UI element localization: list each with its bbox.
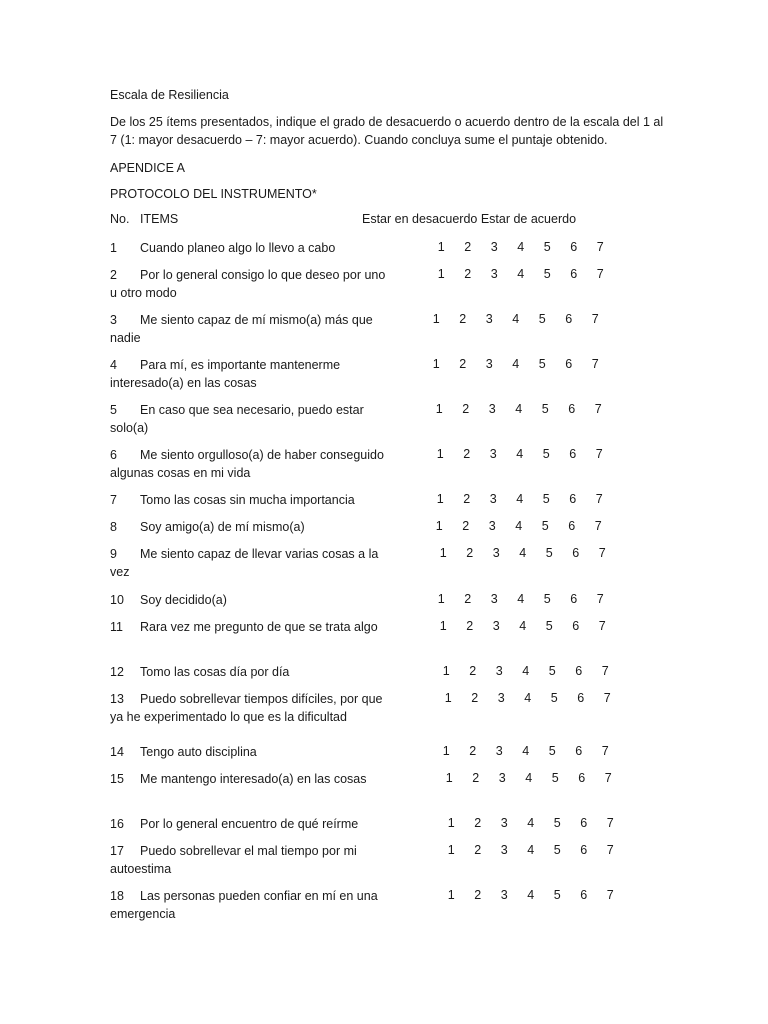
scale-option-4[interactable]: 4 bbox=[524, 691, 532, 705]
scale-option-2[interactable]: 2 bbox=[463, 447, 471, 461]
item-row bbox=[110, 691, 768, 731]
scale-option-1[interactable]: 1 bbox=[439, 619, 447, 633]
item-label: Me siento capaz de mí mismo(a) más que nadie bbox=[110, 313, 373, 345]
scale-option-5[interactable]: 5 bbox=[545, 619, 553, 633]
scale-option-6[interactable]: 6 bbox=[570, 240, 578, 254]
item-row bbox=[110, 402, 768, 442]
item-row bbox=[110, 357, 768, 397]
scale-option-2[interactable]: 2 bbox=[459, 357, 467, 371]
scale-option-7[interactable]: 7 bbox=[598, 546, 606, 560]
scale-option-7[interactable]: 7 bbox=[606, 816, 614, 830]
item-label: Por lo general consigo lo que deseo por uno u otro modo bbox=[110, 268, 386, 300]
scale-option-4[interactable]: 4 bbox=[519, 546, 527, 560]
scale-option-6[interactable]: 6 bbox=[565, 357, 573, 371]
scale-option-1[interactable]: 1 bbox=[442, 744, 450, 758]
scale-option-2[interactable]: 2 bbox=[462, 519, 470, 533]
scale-option-3[interactable]: 3 bbox=[490, 240, 498, 254]
item-label: Tomo las cosas sin mucha importancia bbox=[140, 493, 355, 507]
scale-option-3[interactable]: 3 bbox=[489, 492, 497, 506]
scale-option-6[interactable]: 6 bbox=[572, 619, 580, 633]
scale-option-3[interactable]: 3 bbox=[490, 592, 498, 606]
scale-option-6[interactable]: 6 bbox=[572, 546, 580, 560]
scale-option-1[interactable]: 1 bbox=[442, 664, 450, 678]
scale-option-4[interactable]: 4 bbox=[527, 816, 535, 830]
agreement-scale bbox=[427, 447, 613, 461]
scale-option-6[interactable]: 6 bbox=[569, 492, 577, 506]
scale-option-2[interactable]: 2 bbox=[469, 664, 477, 678]
scale-option-6[interactable]: 6 bbox=[570, 267, 578, 281]
scale-option-4[interactable]: 4 bbox=[512, 357, 520, 371]
scale-option-6[interactable]: 6 bbox=[578, 771, 586, 785]
item-number: 6 bbox=[110, 448, 117, 462]
scale-option-5[interactable]: 5 bbox=[553, 816, 561, 830]
agreement-scale bbox=[438, 843, 624, 857]
agreement-scale bbox=[435, 691, 621, 705]
scale-option-1[interactable]: 1 bbox=[432, 312, 440, 326]
scale-option-6[interactable]: 6 bbox=[569, 447, 577, 461]
scale-option-3[interactable]: 3 bbox=[490, 267, 498, 281]
item-text bbox=[110, 519, 390, 537]
scale-option-7[interactable]: 7 bbox=[594, 402, 602, 416]
scale-option-6[interactable]: 6 bbox=[568, 519, 576, 533]
scale-option-3[interactable]: 3 bbox=[495, 664, 503, 678]
item-text bbox=[110, 619, 390, 637]
agreement-scale bbox=[433, 664, 619, 678]
item-number: 16 bbox=[110, 817, 124, 831]
column-header-items: ITEMS bbox=[140, 212, 179, 226]
item-number: 15 bbox=[110, 772, 124, 786]
scale-option-7[interactable]: 7 bbox=[606, 843, 614, 857]
scale-option-4[interactable]: 4 bbox=[516, 447, 524, 461]
item-text bbox=[110, 888, 390, 923]
scale-option-3[interactable]: 3 bbox=[495, 744, 503, 758]
column-header-no: No. bbox=[110, 212, 130, 226]
item-text bbox=[110, 447, 390, 482]
scale-option-4[interactable]: 4 bbox=[517, 267, 525, 281]
scale-option-2[interactable]: 2 bbox=[474, 888, 482, 902]
item-number: 11 bbox=[110, 620, 123, 634]
scale-option-3[interactable]: 3 bbox=[485, 312, 493, 326]
scale-option-3[interactable]: 3 bbox=[500, 843, 508, 857]
document-title: Escala de Resiliencia bbox=[110, 88, 229, 102]
scale-option-5[interactable]: 5 bbox=[548, 744, 556, 758]
item-row bbox=[110, 843, 768, 883]
item-row bbox=[110, 619, 768, 659]
scale-option-4[interactable]: 4 bbox=[517, 240, 525, 254]
agreement-scale bbox=[426, 519, 612, 533]
item-number: 9 bbox=[110, 547, 117, 561]
scale-option-2[interactable]: 2 bbox=[471, 691, 479, 705]
scale-option-4[interactable]: 4 bbox=[527, 843, 535, 857]
scale-option-7[interactable]: 7 bbox=[603, 691, 611, 705]
item-label: En caso que sea necesario, puedo estar solo(a) bbox=[110, 403, 364, 435]
agreement-scale bbox=[433, 744, 619, 758]
scale-option-4[interactable]: 4 bbox=[522, 664, 530, 678]
appendix-heading: APENDICE A bbox=[110, 161, 186, 175]
item-number: 7 bbox=[110, 493, 117, 507]
scale-option-3[interactable]: 3 bbox=[500, 888, 508, 902]
scale-option-4[interactable]: 4 bbox=[517, 592, 525, 606]
agreement-scale bbox=[438, 888, 624, 902]
scale-option-5[interactable]: 5 bbox=[543, 240, 551, 254]
item-label: Por lo general encuentro de qué reírme bbox=[140, 817, 359, 831]
item-row bbox=[110, 312, 768, 352]
scale-option-7[interactable]: 7 bbox=[591, 312, 599, 326]
scale-option-6[interactable]: 6 bbox=[568, 402, 576, 416]
scale-option-5[interactable]: 5 bbox=[550, 691, 558, 705]
item-number: 13 bbox=[110, 692, 124, 706]
item-number: 17 bbox=[110, 844, 124, 858]
item-number: 18 bbox=[110, 889, 124, 903]
scale-option-1[interactable]: 1 bbox=[436, 492, 444, 506]
scale-option-3[interactable]: 3 bbox=[497, 691, 505, 705]
item-label: Puedo sobrellevar tiempos difíciles, por que ya he experimentado lo que es la dificultad bbox=[110, 692, 383, 724]
scale-option-2[interactable]: 2 bbox=[474, 843, 482, 857]
agreement-scale bbox=[438, 816, 624, 830]
item-label: Para mí, es importante mantenerme interesado(a) en las cosas bbox=[110, 358, 341, 390]
item-label: Cuando planeo algo lo llevo a cabo bbox=[140, 241, 336, 255]
item-number: 4 bbox=[110, 358, 117, 372]
scale-option-1[interactable]: 1 bbox=[437, 240, 445, 254]
scale-option-6[interactable]: 6 bbox=[580, 888, 588, 902]
scale-option-5[interactable]: 5 bbox=[545, 546, 553, 560]
scale-option-4[interactable]: 4 bbox=[527, 888, 535, 902]
scale-option-5[interactable]: 5 bbox=[538, 357, 546, 371]
item-text bbox=[110, 744, 390, 762]
item-number: 2 bbox=[110, 268, 117, 282]
scale-option-4[interactable]: 4 bbox=[515, 519, 523, 533]
item-text bbox=[110, 402, 390, 437]
item-text bbox=[110, 312, 390, 347]
scale-option-2[interactable]: 2 bbox=[474, 816, 482, 830]
scale-option-7[interactable]: 7 bbox=[604, 771, 612, 785]
scale-option-5[interactable]: 5 bbox=[543, 267, 551, 281]
item-label: Soy amigo(a) de mí mismo(a) bbox=[140, 520, 305, 534]
scale-option-6[interactable]: 6 bbox=[575, 744, 583, 758]
item-text bbox=[110, 357, 390, 392]
item-label: Me siento capaz de llevar varias cosas a la vez bbox=[110, 547, 379, 579]
scale-option-1[interactable]: 1 bbox=[436, 447, 444, 461]
agreement-scale bbox=[428, 592, 614, 606]
scale-option-6[interactable]: 6 bbox=[580, 816, 588, 830]
scale-option-7[interactable]: 7 bbox=[596, 267, 604, 281]
scale-option-2[interactable]: 2 bbox=[462, 402, 470, 416]
scale-option-5[interactable]: 5 bbox=[543, 592, 551, 606]
scale-option-6[interactable]: 6 bbox=[577, 691, 585, 705]
scale-option-2[interactable]: 2 bbox=[466, 619, 474, 633]
scale-option-5[interactable]: 5 bbox=[541, 402, 549, 416]
item-label: Puedo sobrellevar el mal tiempo por mi autoestima bbox=[110, 844, 357, 876]
scale-option-5[interactable]: 5 bbox=[542, 447, 550, 461]
scale-option-4[interactable]: 4 bbox=[512, 312, 520, 326]
scale-option-2[interactable]: 2 bbox=[472, 771, 480, 785]
instructions-paragraph: De los 25 ítems presentados, indique el grado de desacuerdo o acuerdo dentro de la escala del 1 al 7 (1: mayor desacuerdo – 7: mayor acuerdo). Cuando concluya sume el puntaje obtenido. bbox=[110, 115, 664, 147]
item-number: 12 bbox=[110, 665, 124, 679]
agreement-scale bbox=[430, 546, 616, 560]
scale-option-2[interactable]: 2 bbox=[464, 267, 472, 281]
item-text bbox=[110, 492, 390, 510]
agreement-scale bbox=[436, 771, 622, 785]
scale-option-3[interactable]: 3 bbox=[492, 546, 500, 560]
scale-option-3[interactable]: 3 bbox=[488, 519, 496, 533]
scale-option-3[interactable]: 3 bbox=[492, 619, 500, 633]
scale-option-4[interactable]: 4 bbox=[519, 619, 527, 633]
scale-option-7[interactable]: 7 bbox=[596, 240, 604, 254]
scale-option-6[interactable]: 6 bbox=[580, 843, 588, 857]
item-text bbox=[110, 691, 390, 726]
item-number: 1 bbox=[110, 241, 117, 255]
scale-option-4[interactable]: 4 bbox=[515, 402, 523, 416]
scale-option-7[interactable]: 7 bbox=[595, 447, 603, 461]
agreement-scale bbox=[428, 267, 614, 281]
agreement-scale bbox=[426, 402, 612, 416]
item-text bbox=[110, 771, 390, 789]
scale-option-1[interactable]: 1 bbox=[447, 816, 455, 830]
scale-option-4[interactable]: 4 bbox=[522, 744, 530, 758]
agreement-scale bbox=[423, 312, 609, 326]
item-label: Las personas pueden confiar en mí en una emergencia bbox=[110, 889, 378, 921]
item-number: 8 bbox=[110, 520, 117, 534]
scale-option-5[interactable]: 5 bbox=[538, 312, 546, 326]
item-label: Soy decidido(a) bbox=[140, 593, 227, 607]
scale-option-6[interactable]: 6 bbox=[565, 312, 573, 326]
scale-option-5[interactable]: 5 bbox=[553, 888, 561, 902]
item-row bbox=[110, 888, 768, 928]
scale-option-7[interactable]: 7 bbox=[601, 664, 609, 678]
item-text bbox=[110, 267, 390, 302]
agreement-scale bbox=[423, 357, 609, 371]
scale-option-1[interactable]: 1 bbox=[435, 519, 443, 533]
agreement-scale bbox=[430, 619, 616, 633]
item-label: Me siento orgulloso(a) de haber conseguido algunas cosas en mi vida bbox=[110, 448, 384, 480]
agreement-scale bbox=[427, 492, 613, 506]
item-text bbox=[110, 816, 390, 834]
scale-option-4[interactable]: 4 bbox=[516, 492, 524, 506]
item-text bbox=[110, 664, 390, 682]
scale-option-2[interactable]: 2 bbox=[469, 744, 477, 758]
scale-option-4[interactable]: 4 bbox=[525, 771, 533, 785]
item-number: 3 bbox=[110, 313, 117, 327]
scale-option-5[interactable]: 5 bbox=[541, 519, 549, 533]
scale-option-5[interactable]: 5 bbox=[551, 771, 559, 785]
scale-option-7[interactable]: 7 bbox=[591, 357, 599, 371]
item-label: Me mantengo interesado(a) en las cosas bbox=[140, 772, 367, 786]
item-number: 14 bbox=[110, 745, 124, 759]
item-text bbox=[110, 843, 390, 878]
scale-option-6[interactable]: 6 bbox=[570, 592, 578, 606]
column-header-scale: Estar en desacuerdo Estar de acuerdo bbox=[362, 212, 577, 226]
item-text bbox=[110, 240, 390, 258]
scale-option-5[interactable]: 5 bbox=[542, 492, 550, 506]
scale-option-1[interactable]: 1 bbox=[435, 402, 443, 416]
item-number: 10 bbox=[110, 593, 124, 607]
scale-option-3[interactable]: 3 bbox=[485, 357, 493, 371]
item-row bbox=[110, 447, 768, 487]
scale-option-2[interactable]: 2 bbox=[463, 492, 471, 506]
item-label: Tomo las cosas día por día bbox=[140, 665, 290, 679]
scale-option-1[interactable]: 1 bbox=[437, 592, 445, 606]
item-row bbox=[110, 771, 768, 811]
item-text bbox=[110, 546, 390, 581]
scale-option-1[interactable]: 1 bbox=[447, 843, 455, 857]
protocol-heading: PROTOCOLO DEL INSTRUMENTO* bbox=[110, 187, 317, 201]
scale-option-7[interactable]: 7 bbox=[594, 519, 602, 533]
scale-option-6[interactable]: 6 bbox=[575, 664, 583, 678]
item-text bbox=[110, 592, 390, 610]
scale-option-5[interactable]: 5 bbox=[548, 664, 556, 678]
scale-option-7[interactable]: 7 bbox=[595, 492, 603, 506]
scale-option-3[interactable]: 3 bbox=[498, 771, 506, 785]
scale-option-2[interactable]: 2 bbox=[459, 312, 467, 326]
scale-option-1[interactable]: 1 bbox=[445, 771, 453, 785]
scale-option-5[interactable]: 5 bbox=[553, 843, 561, 857]
item-row bbox=[110, 546, 768, 586]
item-number: 5 bbox=[110, 403, 117, 417]
scale-option-1[interactable]: 1 bbox=[437, 267, 445, 281]
item-label: Rara vez me pregunto de que se trata algo bbox=[140, 620, 378, 634]
scale-option-3[interactable]: 3 bbox=[489, 447, 497, 461]
item-row bbox=[110, 267, 768, 307]
scale-option-3[interactable]: 3 bbox=[488, 402, 496, 416]
scale-option-2[interactable]: 2 bbox=[466, 546, 474, 560]
agreement-scale bbox=[428, 240, 614, 254]
scale-option-3[interactable]: 3 bbox=[500, 816, 508, 830]
scale-option-2[interactable]: 2 bbox=[464, 240, 472, 254]
scale-option-1[interactable]: 1 bbox=[439, 546, 447, 560]
scale-option-1[interactable]: 1 bbox=[432, 357, 440, 371]
scale-option-7[interactable]: 7 bbox=[596, 592, 604, 606]
scale-option-2[interactable]: 2 bbox=[464, 592, 472, 606]
scale-option-1[interactable]: 1 bbox=[444, 691, 452, 705]
scale-option-1[interactable]: 1 bbox=[447, 888, 455, 902]
item-label: Tengo auto disciplina bbox=[140, 745, 257, 759]
scale-option-7[interactable]: 7 bbox=[606, 888, 614, 902]
scale-option-7[interactable]: 7 bbox=[601, 744, 609, 758]
scale-option-7[interactable]: 7 bbox=[598, 619, 606, 633]
